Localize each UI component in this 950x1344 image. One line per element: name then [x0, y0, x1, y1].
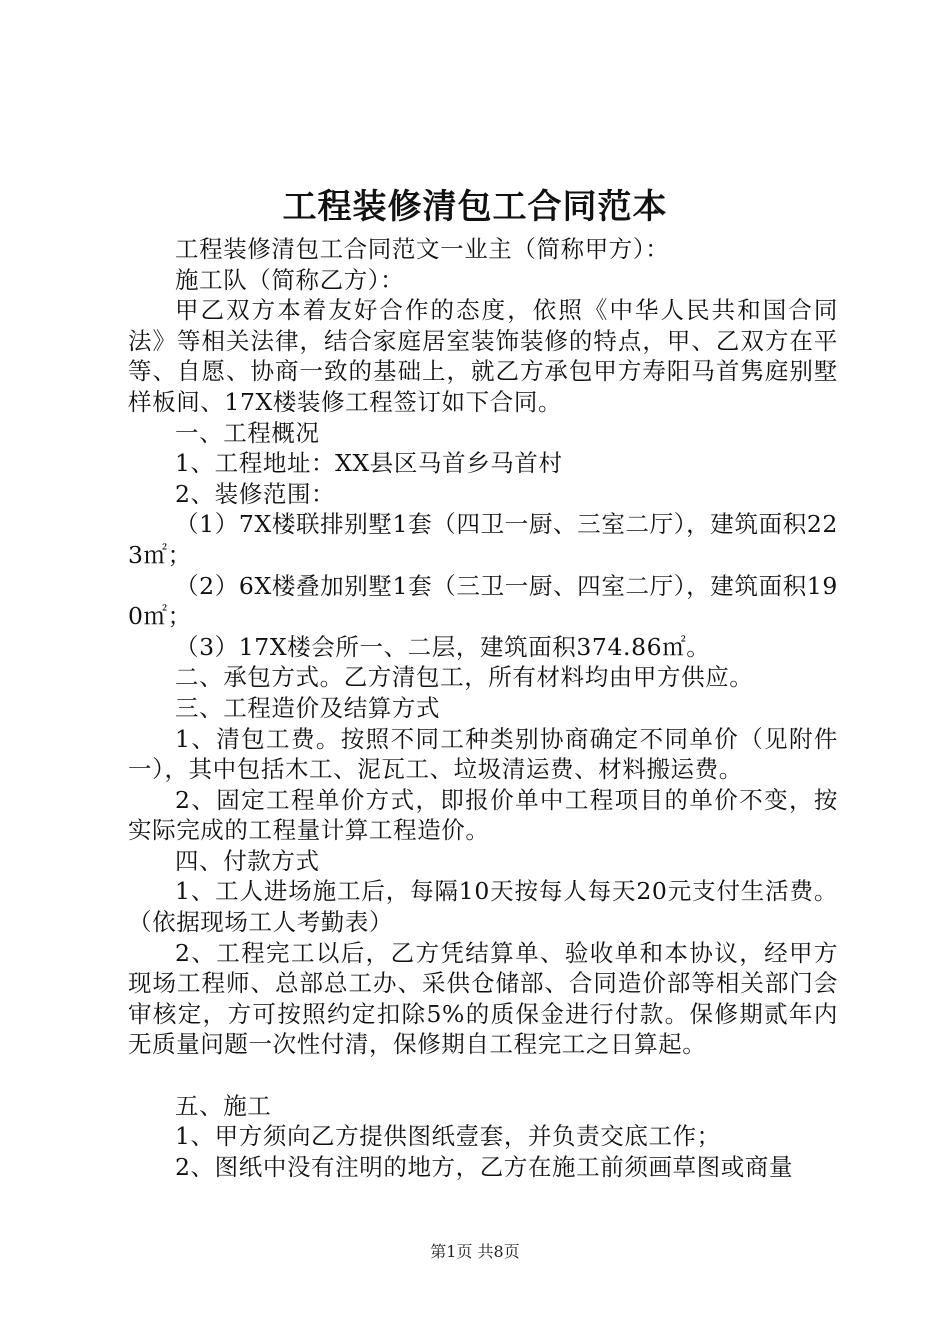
paragraph: 1、工程地址：XX县区马首乡马首村 [175, 449, 563, 478]
paragraph: （1）7X楼联排别墅1套（四卫一厨、三室二厅），建筑面积223㎡； [128, 510, 838, 569]
section-heading: 一、工程概况 [175, 418, 320, 447]
section-heading: 三、工程造价及结算方式 [175, 693, 441, 722]
document-title: 工程装修清包工合同范本 [282, 187, 668, 227]
paragraph: 2、装修范围： [175, 479, 336, 508]
section-heading: 四、付款方式 [175, 846, 320, 875]
paragraph: 2、固定工程单价方式，即报价单中工程项目的单价不变，按实际完成的工程量计算工程造价。 [128, 785, 838, 845]
section-heading: 五、施工 [175, 1091, 272, 1120]
paragraph: （3）17X楼会所一、二层，建筑面积374.86㎡。 [175, 632, 711, 661]
paragraph: 1、工人进场施工后，每隔10天按每人每天20元支付生活费。（依据现场工人考勤表） [128, 877, 838, 937]
paragraph: 1、清包工费。按照不同工种类别协商确定不同单价（见附件一），其中包括木工、泥瓦工、垃圾清运费、材料搬运费。 [128, 724, 838, 784]
page-footer: 第1页 共8页 [430, 1242, 520, 1261]
document-body [128, 234, 838, 1182]
paragraph: 施工队（简称乙方）： [175, 265, 405, 294]
paragraph: 2、工程完工以后，乙方凭结算单、验收单和本协议，经甲方现场工程师、总部总工办、采供仓储部、合同造价部等相关部门会审核定，方可按照约定扣除5%的质保金进行付款。保修期贰年内无质量问题一次性付清，保修期自工程完工之日算起。 [128, 938, 838, 1059]
section-heading: 二、承包方式。乙方清包工，所有材料均由甲方供应。 [175, 663, 754, 692]
paragraph: 甲乙双方本着友好合作的态度，依照《中华人民共和国合同法》等相关法律，结合家庭居室装饰装修的特点，甲、乙双方在平等、自愿、协商一致的基础上，就乙方承包甲方寿阳马首隽庭别墅样板间、17X楼装修工程签订如下合同。 [128, 296, 838, 416]
paragraph: 1、甲方须向乙方提供图纸壹套，并负责交底工作； [175, 1122, 721, 1151]
paragraph: 2、图纸中没有注明的地方，乙方在施工前须画草图或商量 [175, 1152, 794, 1181]
paragraph: （2）6X楼叠加别墅1套（三卫一厨、四室二厅），建筑面积190㎡； [128, 571, 838, 631]
paragraph: 工程装修清包工合同范文一业主（简称甲方）： [175, 235, 670, 263]
blank-line [128, 1060, 838, 1091]
